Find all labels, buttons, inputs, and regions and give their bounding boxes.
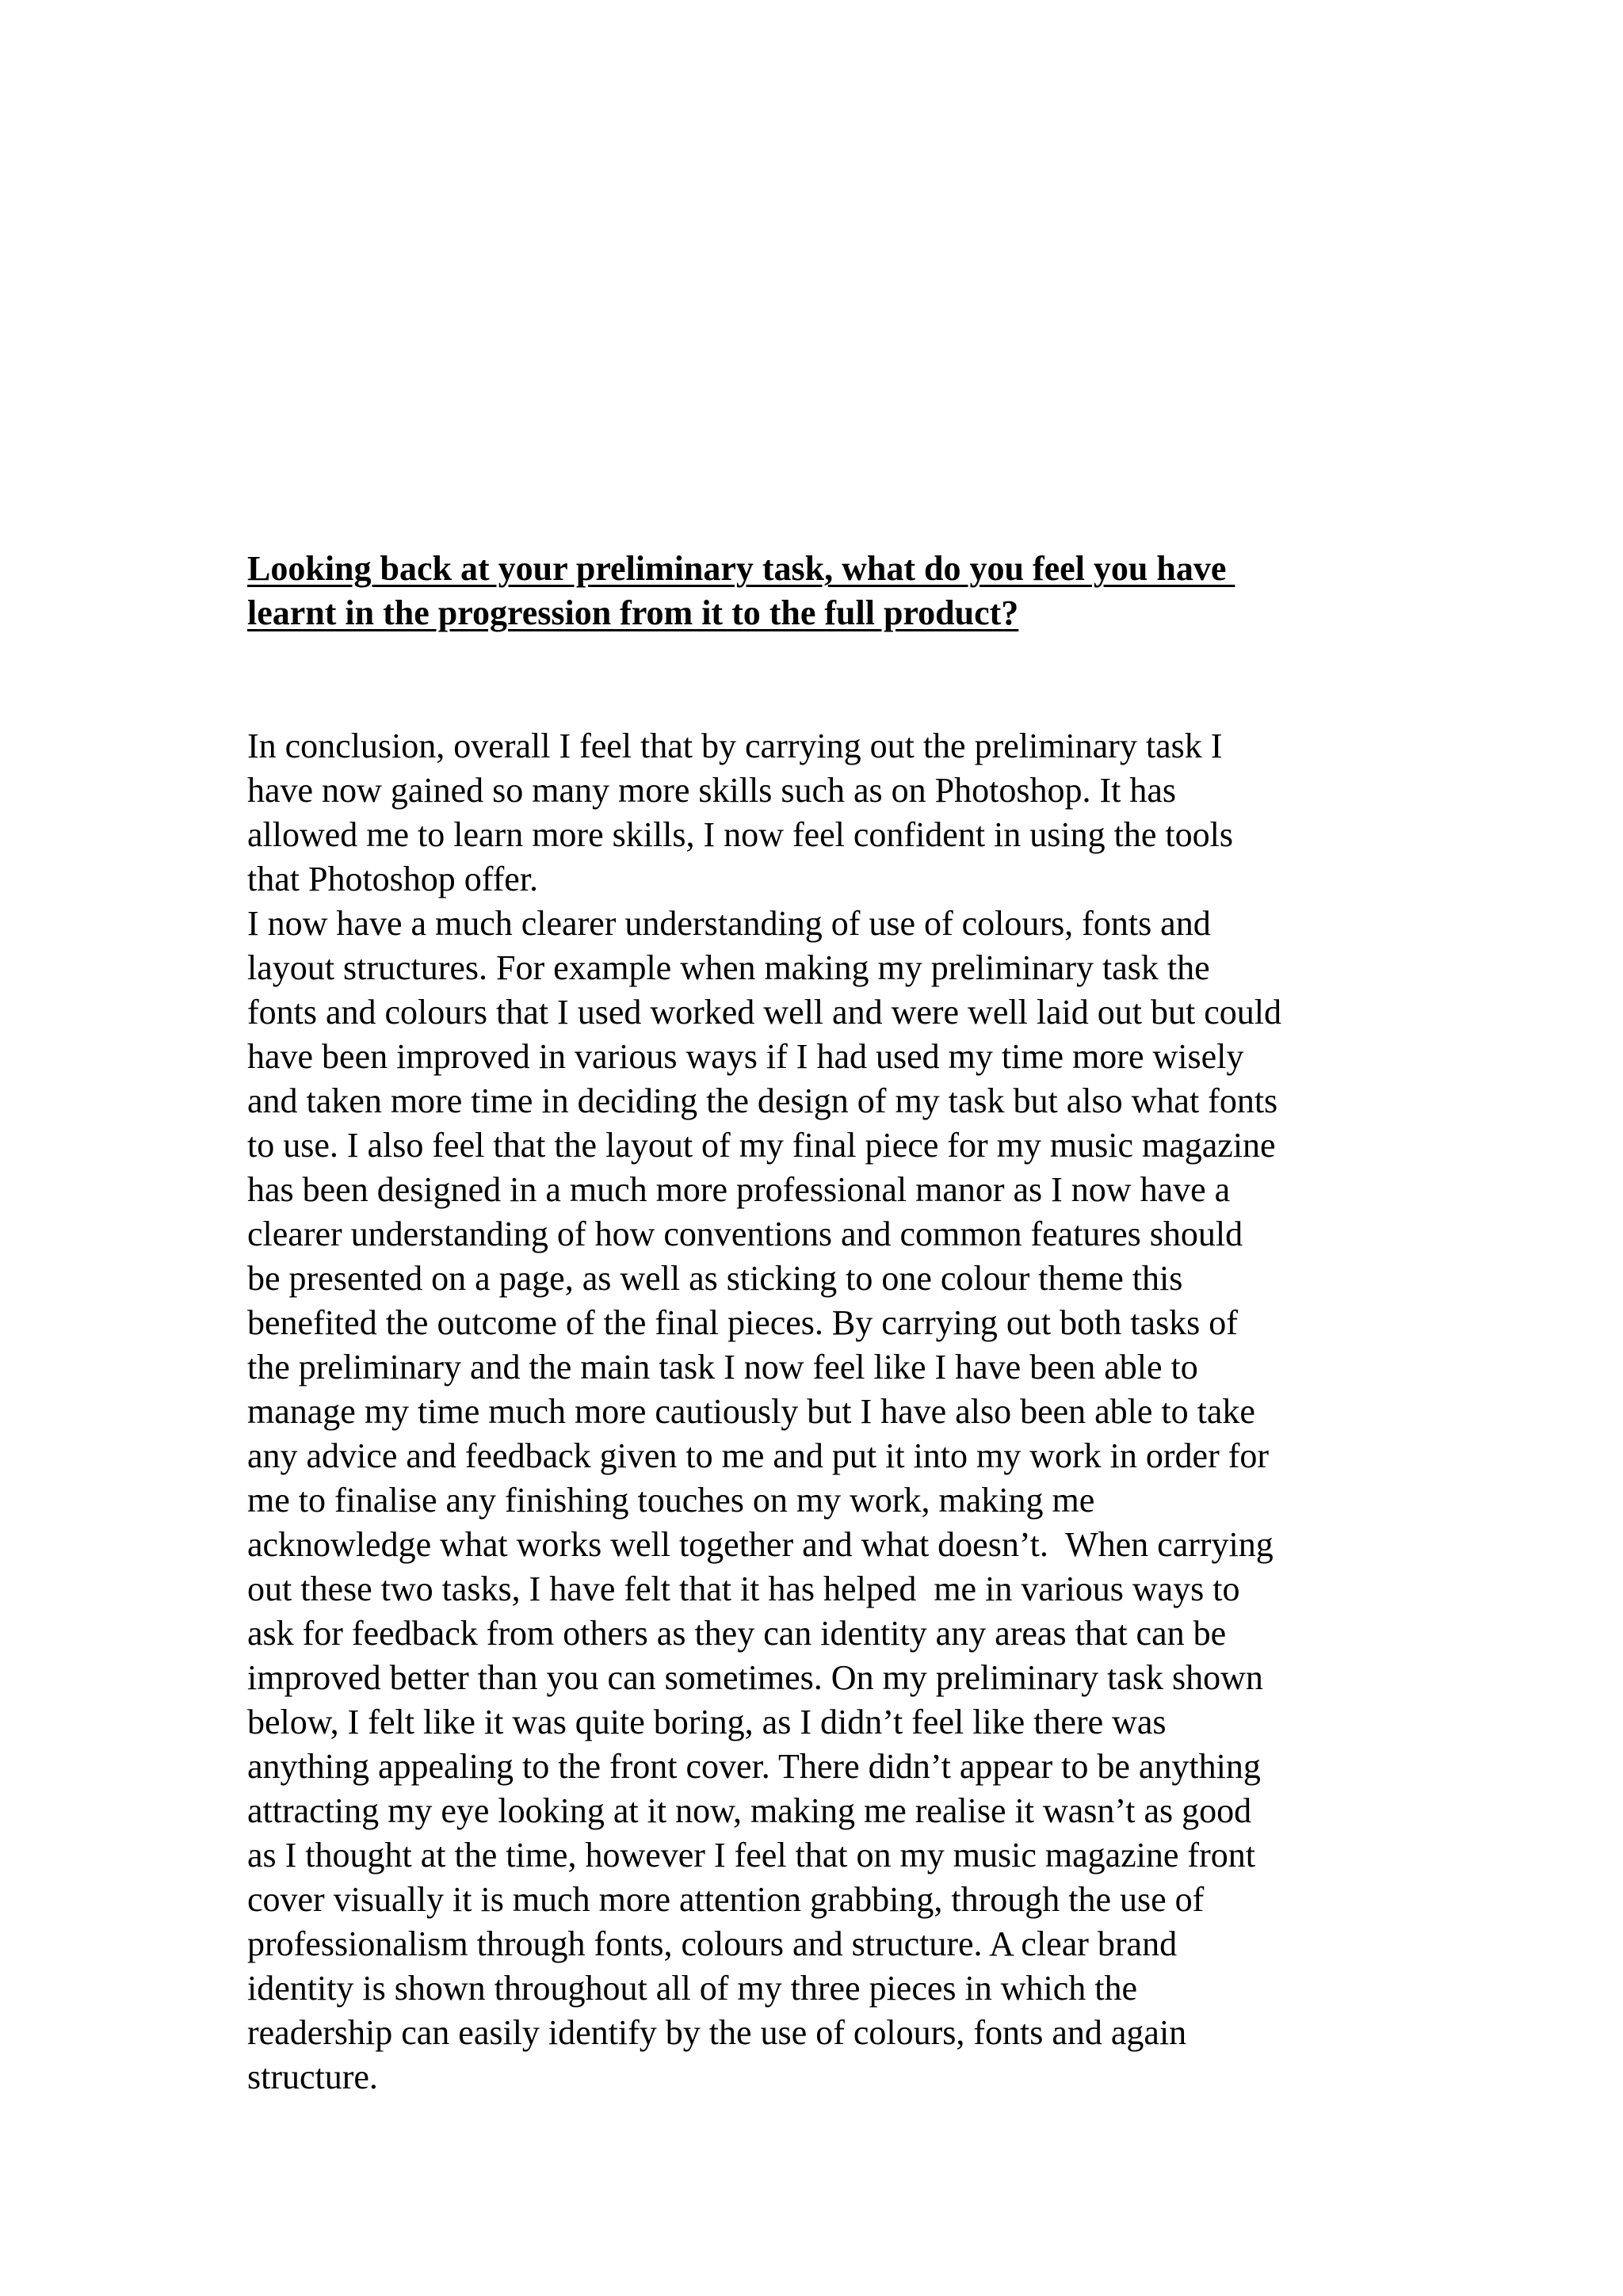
body-line: has been designed in a much more professional manor as I now have a — [247, 1170, 1231, 1209]
body-line: as I thought at the time, however I feel that on my music magazine front — [247, 1836, 1255, 1875]
body-line: improved better than you can sometimes. On my preliminary task shown — [247, 1658, 1263, 1697]
body-line: manage my time much more cautiously but I have also been able to take — [247, 1392, 1255, 1431]
heading-line: Looking back at your preliminary task, what do you feel you have — [247, 549, 1235, 588]
body-line: ask for feedback from others as they can identity any areas that can be — [247, 1614, 1227, 1653]
answer-paragraph — [247, 724, 1396, 2100]
heading-line: learnt in the progression from it to the full product? — [247, 593, 1019, 632]
body-line: professionalism through fonts, colours and structure. A clear brand — [247, 1924, 1178, 1963]
body-line: fonts and colours that I used worked well and were well laid out but could — [247, 993, 1282, 1032]
body-line: In conclusion, overall I feel that by carrying out the preliminary task I — [247, 727, 1223, 765]
body-line: out these two tasks, I have felt that it has helped me in various ways to — [247, 1569, 1240, 1608]
body-line: have now gained so many more skills such as on Photoshop. It has — [247, 771, 1176, 810]
body-line: be presented on a page, as well as sticking to one colour theme this — [247, 1259, 1183, 1298]
body-line: below, I felt like it was quite boring, as I didn’t feel like there was — [247, 1703, 1167, 1741]
body-line: layout structures. For example when making my preliminary task the — [247, 948, 1210, 987]
body-line: anything appealing to the front cover. There didn’t appear to be anything — [247, 1747, 1261, 1786]
body-line: benefited the outcome of the final pieces. By carrying out both tasks of — [247, 1303, 1238, 1342]
body-line: clearer understanding of how conventions and common features should — [247, 1215, 1243, 1253]
body-line: that Photoshop offer. — [247, 860, 539, 898]
body-line: I now have a much clearer understanding of use of colours, fonts and — [247, 904, 1211, 943]
body-line: structure. — [247, 2058, 378, 2096]
body-line: cover visually it is much more attention grabbing, through the use of — [247, 1880, 1205, 1919]
body-line: and taken more time in deciding the design of my task but also what fonts — [247, 1081, 1278, 1120]
body-line: allowed me to learn more skills, I now feel confident in using the tools — [247, 815, 1233, 854]
body-line: the preliminary and the main task I now feel like I have been able to — [247, 1348, 1198, 1386]
question-heading — [247, 547, 1396, 635]
body-line: any advice and feedback given to me and put it into my work in order for — [247, 1436, 1270, 1475]
body-line: readership can easily identify by the use of colours, fonts and again — [247, 2013, 1187, 2052]
body-line: attracting my eye looking at it now, making me realise it wasn’t as good — [247, 1791, 1252, 1830]
body-line: acknowledge what works well together and what doesn’t. When carrying — [247, 1525, 1274, 1564]
body-line: to use. I also feel that the layout of my final piece for my music magazine — [247, 1126, 1276, 1165]
body-line: identity is shown throughout all of my three pieces in which the — [247, 1969, 1138, 2008]
document-content — [247, 547, 1396, 2100]
body-line: have been improved in various ways if I had used my time more wisely — [247, 1037, 1244, 1076]
body-line: me to finalise any finishing touches on my work, making me — [247, 1481, 1095, 1520]
